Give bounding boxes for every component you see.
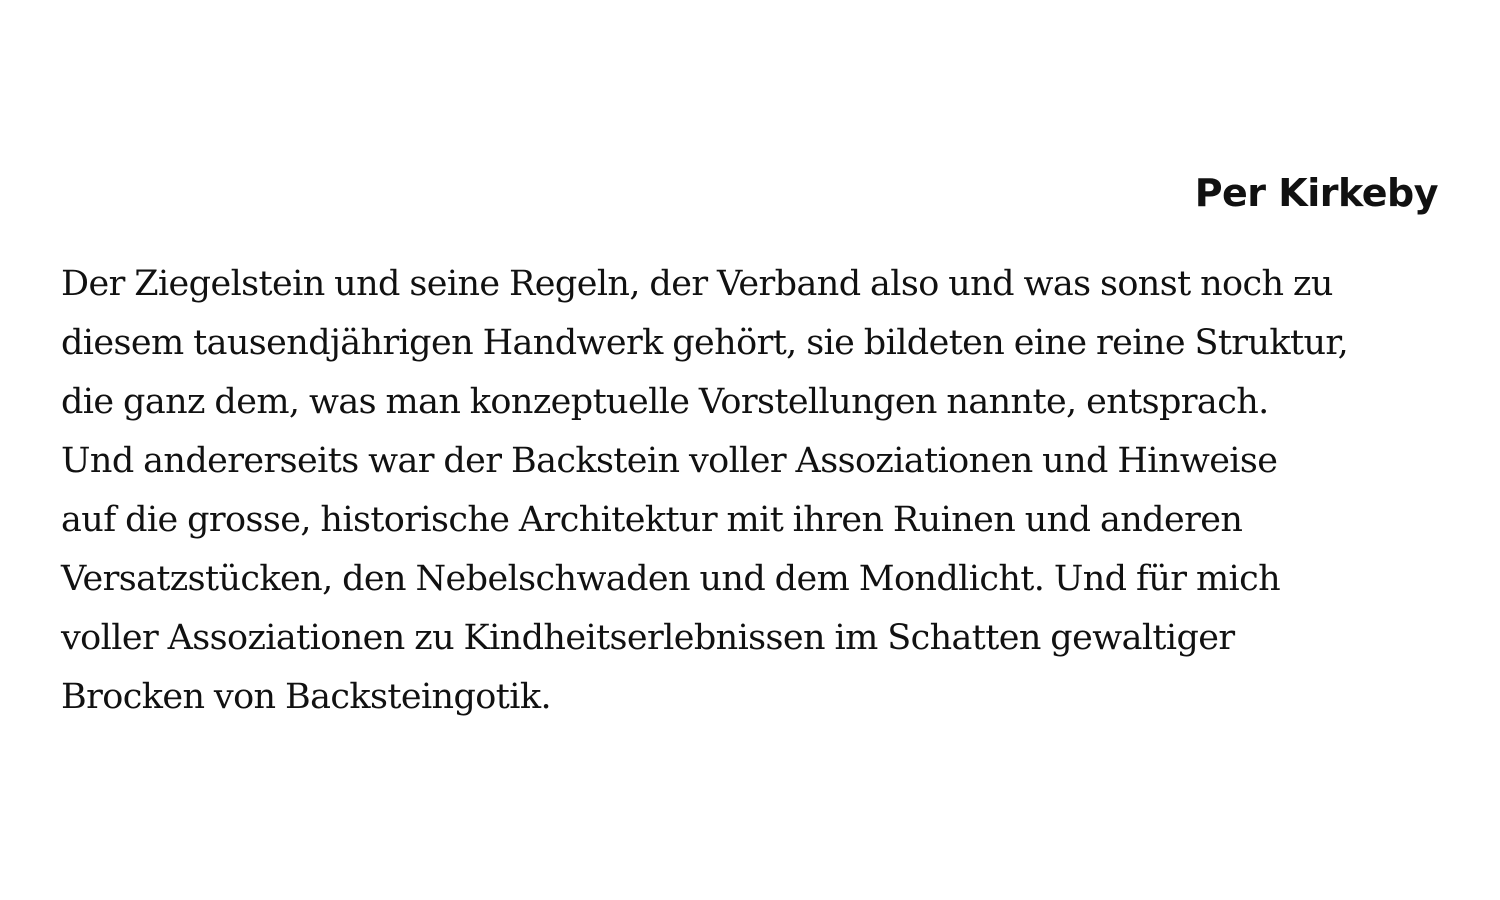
quote-text	[61, 255, 1348, 727]
quote-line: die ganz dem, was man konzeptuelle Vorstellungen nannte, entsprach.	[61, 382, 1269, 422]
quote-line: diesem tausendjährigen Handwerk gehört, sie bildeten eine reine Struktur,	[61, 323, 1349, 363]
quote-line: Versatzstücken, den Nebelschwaden und dem Mondlicht. Und für mich	[61, 559, 1281, 599]
quote-line: Und andererseits war der Backstein voller Assoziationen und Hinweise	[61, 441, 1278, 481]
quote-line: auf die grosse, historische Architektur mit ihren Ruinen und anderen	[61, 500, 1243, 540]
quote-line: voller Assoziationen zu Kindheitserlebnissen im Schatten gewaltiger	[61, 618, 1235, 658]
quote-line: Der Ziegelstein und seine Regeln, der Verband also und was sonst noch zu	[61, 264, 1333, 304]
author-name: Per Kirkeby	[1194, 171, 1438, 215]
quote-line: Brocken von Backsteingotik.	[61, 677, 551, 717]
